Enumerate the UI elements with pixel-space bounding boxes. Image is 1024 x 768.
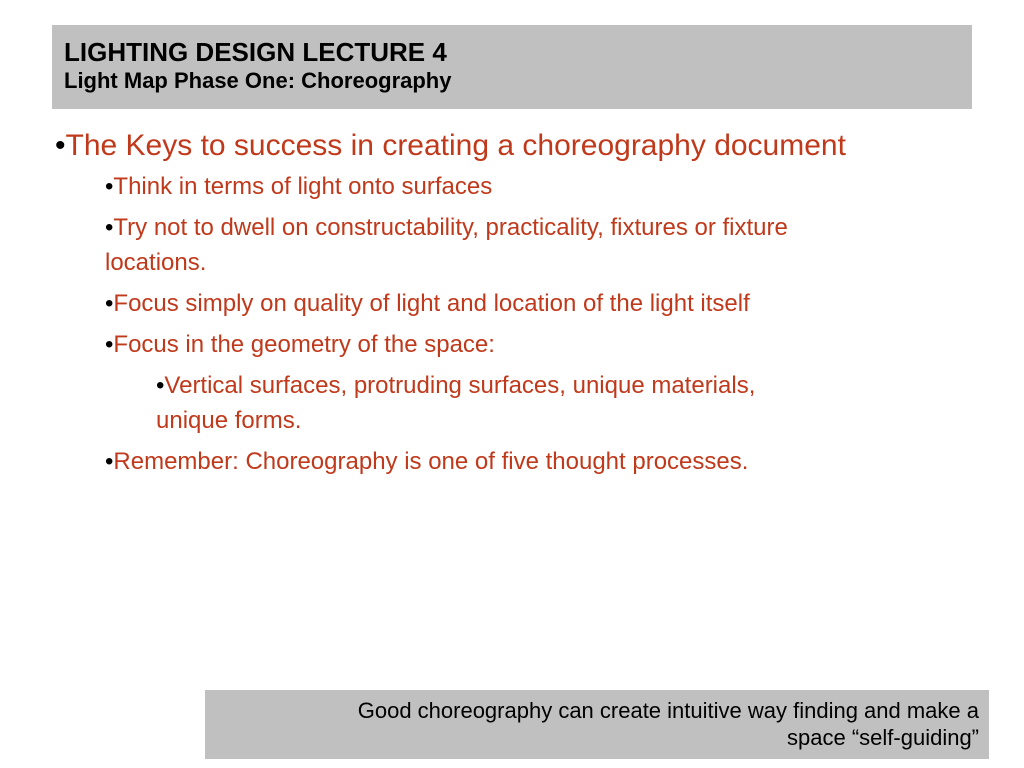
bullet-dot: • — [105, 214, 114, 241]
bullet-dot: • — [105, 173, 114, 200]
bullet-vertical-surfaces-cont: unique forms. — [156, 407, 302, 434]
bullet-quality-text: Focus simply on quality of light and location of the light itself — [113, 290, 750, 317]
bullet-geometry-text: Focus in the geometry of the space: — [113, 331, 495, 358]
footer-line2: space “self-guiding” — [787, 725, 979, 750]
slide-subtitle: Light Map Phase One: Choreography — [64, 68, 452, 93]
footer-line1: Good choreography can create intuitive way finding and make a — [357, 698, 979, 723]
bullet-main — [55, 128, 975, 164]
bullet-dot: • — [105, 448, 114, 475]
bullet-constructability-cont: locations. — [105, 249, 207, 276]
bullet-remember — [105, 444, 935, 479]
bullet-vertical-surfaces — [156, 368, 896, 438]
bullet-main-text: The Keys to success in creating a choreography document — [65, 129, 846, 162]
bullet-constructability-text: Try not to dwell on constructability, practicality, fixtures or fixture — [113, 214, 788, 241]
bullet-constructability — [105, 210, 935, 280]
bullet-dot: • — [105, 290, 114, 317]
bullet-dot: • — [105, 331, 114, 358]
bullet-geometry — [105, 327, 935, 362]
bullet-remember-text: Remember: Choreography is one of five thought processes. — [113, 448, 749, 475]
bullet-dot: • — [55, 129, 66, 162]
bullet-list — [55, 128, 975, 479]
bullet-quality — [105, 286, 935, 321]
bullet-surfaces-text: Think in terms of light onto surfaces — [113, 173, 493, 200]
bullet-dot: • — [156, 372, 165, 399]
bullet-surfaces — [105, 169, 935, 204]
slide-title: LIGHTING DESIGN LECTURE 4 — [64, 37, 447, 67]
bullet-vertical-surfaces-text: Vertical surfaces, protruding surfaces, unique materials, — [164, 372, 756, 399]
footer-callout — [205, 690, 989, 759]
title-bar — [52, 25, 972, 109]
